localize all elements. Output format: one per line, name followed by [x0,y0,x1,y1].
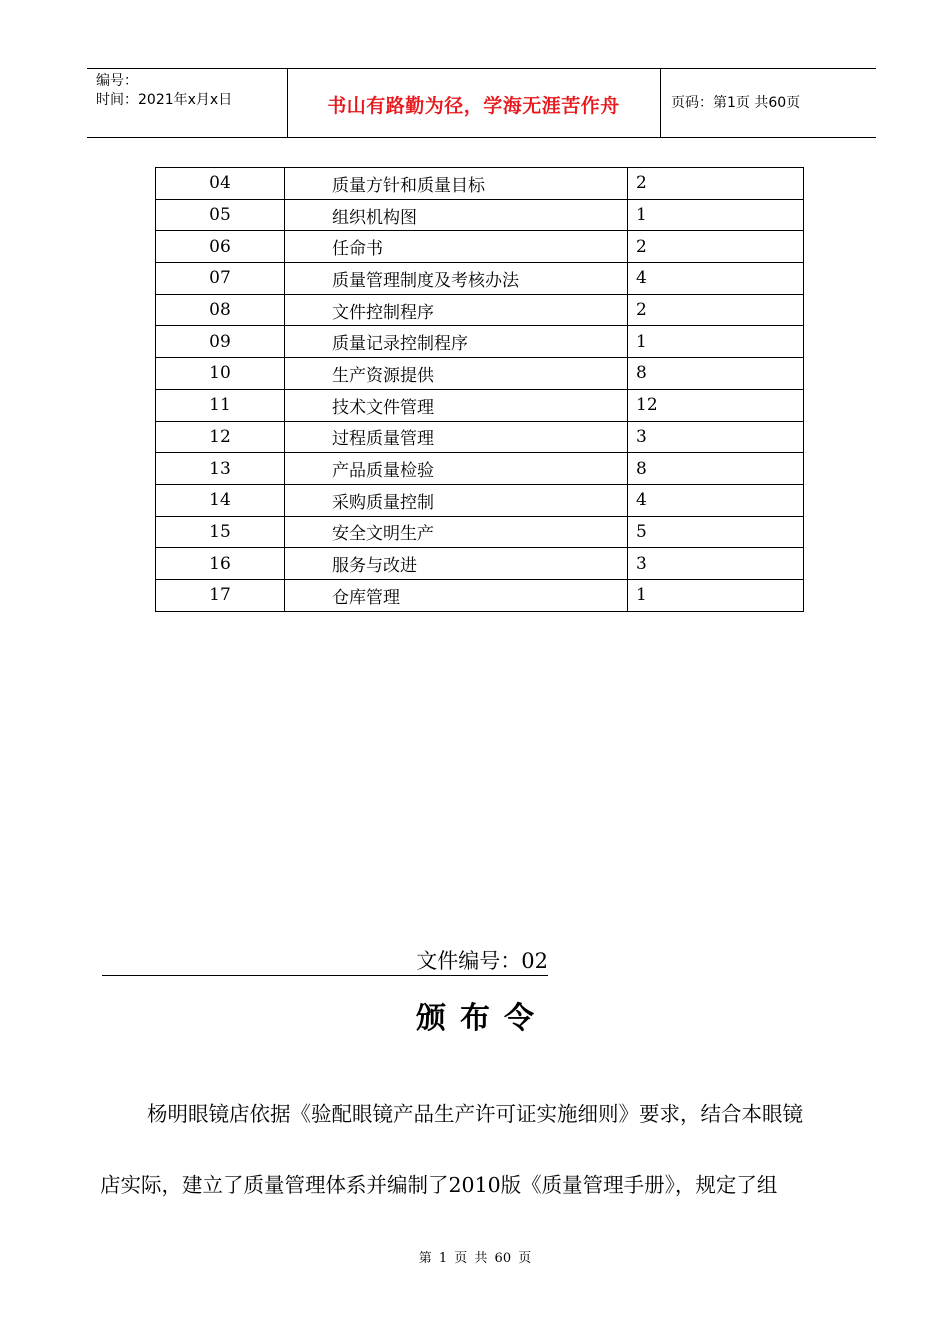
header-meta-cell [87,69,288,137]
page-count-cell: 3 [628,548,804,580]
section-title-cell: 服务与改进 [285,548,628,580]
section-number-cell: 10 [156,358,285,390]
contents-table-body [156,168,804,612]
section-number-cell: 13 [156,453,285,485]
page-count-cell: 1 [628,199,804,231]
table-row [156,516,804,548]
page-count-cell: 2 [628,168,804,200]
table-row [156,389,804,421]
table-row [156,358,804,390]
page-count-cell: 2 [628,294,804,326]
decree-paragraph-line-2: 店实际，建立了质量管理体系并编制了2010版《质量管理手册》，规定了组 [100,1173,778,1197]
section-number-cell: 05 [156,199,285,231]
table-row [156,421,804,453]
table-row [156,548,804,580]
file-number: 文件编号：02 [102,948,548,976]
page-count-cell: 2 [628,231,804,263]
section-title-cell: 质量管理制度及考核办法 [285,263,628,295]
date-label: 时间：2021年x月x日 [96,92,233,108]
section-number-cell: 11 [156,389,285,421]
table-row [156,199,804,231]
page-footer: 第 1 页 共 60 页 [418,1251,532,1266]
page-count-cell: 5 [628,516,804,548]
section-number-cell: 04 [156,168,285,200]
section-title-cell: 过程质量管理 [285,421,628,453]
header-page-cell [661,69,876,137]
section-number-cell: 15 [156,516,285,548]
table-row [156,453,804,485]
section-title-cell: 仓库管理 [285,579,628,611]
page-count-cell: 4 [628,263,804,295]
header-motto: 书山有路勤为径，学海无涯苦作舟 [327,95,620,117]
section-number-cell: 06 [156,231,285,263]
table-row [156,168,804,200]
serial-label: 编号： [96,73,138,89]
page-count-cell: 1 [628,326,804,358]
section-title-cell: 生产资源提供 [285,358,628,390]
section-title-cell: 任命书 [285,231,628,263]
section-title-cell: 采购质量控制 [285,484,628,516]
page-count-cell: 4 [628,484,804,516]
page-count-cell: 12 [628,389,804,421]
contents-table [155,167,804,612]
section-number-cell: 08 [156,294,285,326]
table-row [156,263,804,295]
section-title-cell: 技术文件管理 [285,389,628,421]
page-count-cell: 8 [628,358,804,390]
table-row [156,484,804,516]
section-number-cell: 17 [156,579,285,611]
page-count-cell: 8 [628,453,804,485]
table-row [156,231,804,263]
section-title-cell: 质量记录控制程序 [285,326,628,358]
section-title-cell: 质量方针和质量目标 [285,168,628,200]
header-motto-cell [287,69,661,137]
header-page-info: 页码：第1页 共60页 [671,95,801,111]
table-row [156,294,804,326]
section-title-cell: 文件控制程序 [285,294,628,326]
section-number-cell: 07 [156,263,285,295]
table-row [156,326,804,358]
section-title-cell: 安全文明生产 [285,516,628,548]
page-header [87,68,876,138]
page-count-cell: 1 [628,579,804,611]
decree-title: 颁布令 [416,1001,548,1036]
section-title-cell: 组织机构图 [285,199,628,231]
section-number-cell: 16 [156,548,285,580]
page-count-cell: 3 [628,421,804,453]
table-row [156,579,804,611]
section-number-cell: 14 [156,484,285,516]
decree-paragraph-line-1: 杨明眼镜店依据《验配眼镜产品生产许可证实施细则》要求，结合本眼镜 [147,1102,803,1126]
section-number-cell: 12 [156,421,285,453]
section-number-cell: 09 [156,326,285,358]
section-title-cell: 产品质量检验 [285,453,628,485]
